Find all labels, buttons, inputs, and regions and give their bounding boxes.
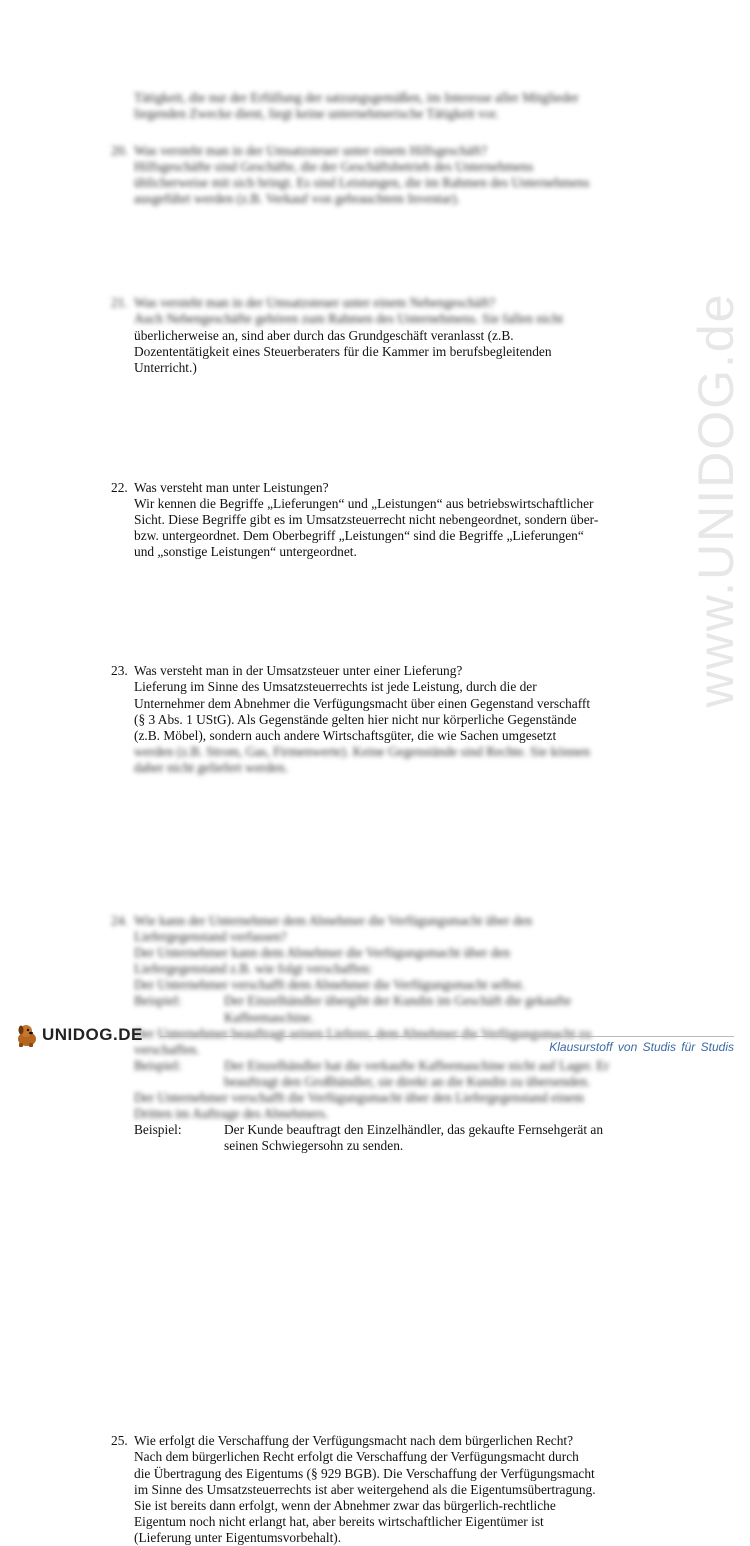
question-21: 21. Was versteht man in der Umsatzsteuer unter einem Nebengeschäft? Auch Nebengeschäfte gehören zum Rahmen des Unternehmens. Sie fallen nicht überlicherweise an, sind aber durch das Grundgeschäft veranlasst (z.B. Dozententätigkeit eines Steuerberaters für die Kammer im berufsbegleitenden Unterricht.) [111, 295, 694, 375]
question-text: Was versteht man in der Umsatzsteuer unter einem Nebengeschäft? [134, 295, 496, 311]
watermark: www.UNIDOG.de [687, 292, 744, 708]
example-2: Beispiel: Der Einzelhändler hat die verkaufte Kaffeemaschine nicht auf Lager. Er beauftragt den Großhändler, sie direkt an die Kundin zu übersenden. [134, 1057, 609, 1089]
question-25: 25. Wie erfolgt die Verschaffung der Verfügungsmacht nach dem bürgerlichen Recht? Nach dem bürgerlichen Recht erfolgt die Verschaffung der Verfügungsmacht durch die Übertragung des Eigentums (§ 929 BGB). Die Verschaffung der Verfügungsmacht im Sinne des Umsatzsteuerrechts ist aber weitergehend als die Eigentumsübertragung. Sie ist bereits dann erfolgt, wenn der Abnehmer zwar das bürgerlich-rechtliche Eigentum noch nicht erlangt hat, aber bereits wirtschaftlicher Eigentümer ist (Lieferung unter Eigentumsvorbehalt). [111, 1433, 694, 1546]
example-3: Beispiel: Der Kunde beauftragt den Einzelhändler, das gekaufte Fernsehgerät an seinen Schwiegersohn zu senden. [134, 1122, 604, 1154]
question-22: 22. Was versteht man unter Leistungen? Wir kennen die Begriffe „Lieferungen“ und „Leistungen“ aus betriebswirtschaftlicher Sicht. Diese Begriffe gibt es im Umsatzsteuerrecht nicht nebengeordnet, sondern über- bzw. untergeordnet. Dem Oberbegriff „Leistungen“ sind die Begriffe „Lieferungen“ und „sonstige Leistungen“ untergeordnet. [111, 480, 694, 560]
question-20: 20. Was versteht man in der Umsatzsteuer unter einem Hilfsgeschäft? Hilfsgeschäfte sind Geschäfte, die der Geschäftsbetrieb des Unternehmens üblicherweise mit sich bringt. Es sind Leistungen, die im Rahmen des Unternehmens ausgeführt werden (z.B. Verkauf von gebrauchtem Inventar). [111, 143, 694, 207]
intro-paragraph: Tätigkeit, die nur der Erfüllung der satzungsgemäßen, im Interesse aller Mitglieder liegenden Zwecke dient, liegt keine unternehmerische Tätigkeit vor. [134, 90, 579, 122]
logo-text: UNIDOG.DE [42, 1024, 143, 1044]
footer-tagline: Klausurstoff von Studis für Studis [549, 1040, 734, 1054]
example-1: Beispiel: Der Einzelhändler übergibt der Kundin im Geschäft die gekaufte Kaffeemaschine. [134, 993, 572, 1025]
question-text: Was versteht man in der Umsatzsteuer unter einer Lieferung? [134, 663, 463, 679]
question-23: 23. Was versteht man in der Umsatzsteuer unter einer Lieferung? Lieferung im Sinne des Umsatzsteuerrechts ist jede Leistung, durch die der Unternehmer dem Abnehmer die Verfügungsmacht über einen Gegenstand verschafft (§ 3 Abs. 1 UStG). Als Gegenstände gelten hier nicht nur körperliche Gegenstände (z.B. Möbel), sondern auch andere Wirtschaftsgüter, die wie Sachen umgesetzt werden (z.B. Strom, Gas, Firmenwerte). Keine Gegenstände sind Rechte. Sie können daher nicht geliefert werden. [111, 663, 694, 776]
question-text: Was versteht man in der Umsatzsteuer unter einem Hilfsgeschäft? [134, 143, 487, 158]
dog-mascot-icon [14, 1022, 40, 1048]
question-text: Wie erfolgt die Verschaffung der Verfügungsmacht nach dem bürgerlichen Recht? [134, 1433, 574, 1449]
question-text: Wie kann der Unternehmer dem Abnehmer die Verfügungsmacht über den [134, 912, 533, 928]
unidog-logo[interactable] [14, 1022, 143, 1048]
footer-divider [160, 1036, 734, 1037]
question-text: Was versteht man unter Leistungen? [134, 479, 329, 495]
question-24: 24. Wie kann der Unternehmer dem Abnehmer die Verfügungsmacht über den Liefergegenstand verfassen? Der Unternehmer kann dem Abnehmer die Verfügungsmacht über den Liefergegenstand z.B. wie folgt verschaffen: Der Unternehmer verschafft dem Abnehmer die Verfügungsmacht selbst. Beispiel: Der Einzelhändler übergibt der Kundin im Geschäft die gekaufte Kaffeemaschine. Der Unternehmer beauftragt seinen Lieferer, dem Abnehmer die Verfügungsmacht zu verschaffen. Beispiel: Der Einzelhändler hat die verkaufte Kaffeemaschine nicht auf Lager. Er beauftragt den Großhändler, sie direkt an die Kundin zu übersenden. Der Unternehmer verschafft die Verfügungsmacht über den Liefergegenstand einem Dritten im Auftrage des Abnehmers. Beispiel: Der Kunde beauftragt den Einzelhändler, das gekaufte Fernsehgerät an seinen Schwiegersohn zu senden. [111, 913, 694, 1154]
